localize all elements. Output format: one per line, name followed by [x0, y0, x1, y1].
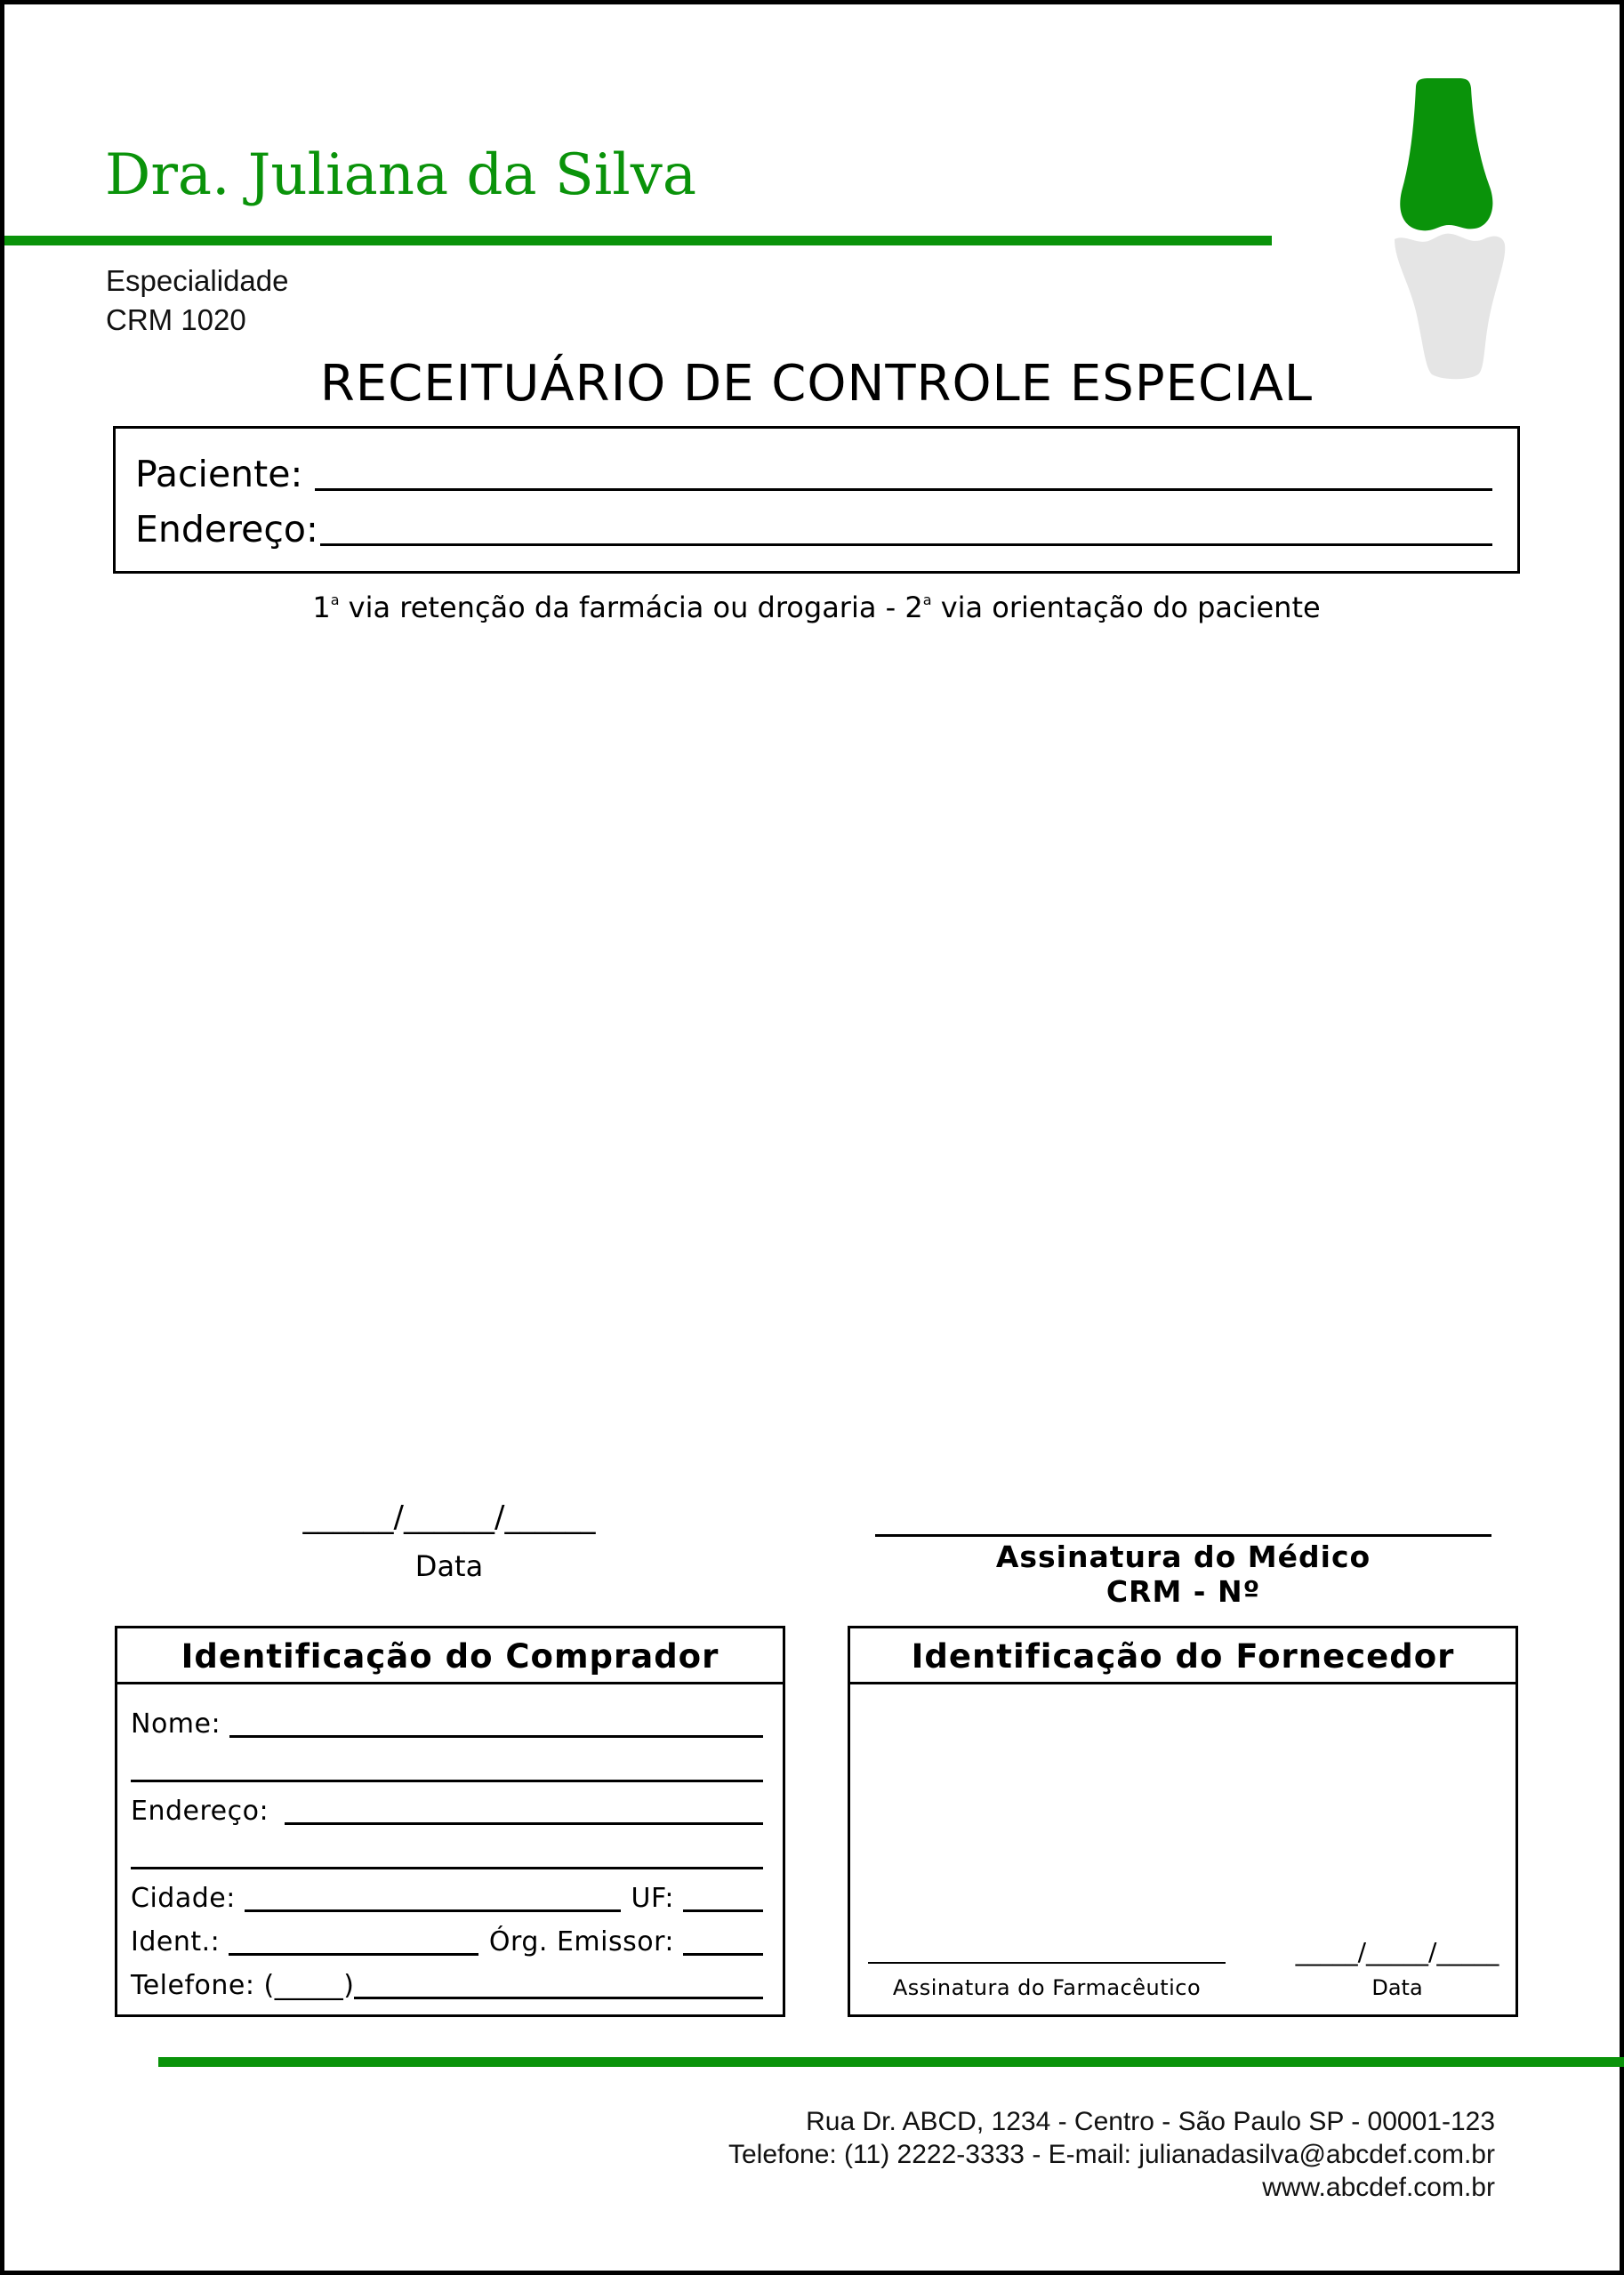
header-divider: [4, 236, 1272, 245]
buyer-city-row: [131, 1878, 763, 1914]
prescription-date-label: Data: [414, 1549, 484, 1583]
pharmacist-signature-line[interactable]: [868, 1962, 1226, 1964]
supplier-identification-box: [848, 1626, 1518, 2017]
copy-instructions: [4, 593, 1624, 622]
buyer-address-label: Endereço:: [131, 1796, 269, 1827]
footer-address: Rua Dr. ABCD, 1234 - Centro - São Paulo SP - 00001-123: [806, 2107, 1495, 2136]
doctor-specialty: Especialidade: [106, 264, 289, 297]
pharmacist-signature-label: Assinatura do Farmacêutico: [892, 1975, 1202, 2000]
footer-contact: Telefone: (11) 2222-3333 - E-mail: julianadasilva@abcdef.com.br: [728, 2140, 1495, 2169]
supplier-date-field[interactable]: _____/_____/_____: [1295, 1937, 1499, 1966]
tooth-crown-icon: [1400, 78, 1492, 230]
buyer-id-field[interactable]: [229, 1953, 478, 1956]
buyer-issuer-field[interactable]: [683, 1953, 763, 1956]
doctor-signature-label: Assinatura do Médico: [995, 1539, 1371, 1574]
doctor-signature-line[interactable]: [875, 1534, 1491, 1537]
second-copy-suffix: a: [922, 591, 932, 608]
patient-address-field[interactable]: [320, 543, 1492, 546]
supplier-box-title: Identificação do Fornecedor: [850, 1628, 1515, 1684]
footer-website: www.abcdef.com.br: [1262, 2173, 1495, 2202]
buyer-name-label: Nome:: [131, 1708, 221, 1740]
prescription-writing-area[interactable]: [113, 645, 1520, 1490]
first-copy-number: 1: [312, 591, 331, 624]
patient-address-row: [135, 502, 1492, 551]
tooth-logo-icon: [1386, 76, 1512, 382]
buyer-name-row-2: [131, 1748, 763, 1784]
patient-label: Paciente:: [135, 453, 303, 495]
second-copy-number: 2: [904, 591, 923, 624]
buyer-name-field-2[interactable]: [131, 1780, 763, 1782]
buyer-box-title: Identificação do Comprador: [117, 1628, 783, 1684]
patient-row: [135, 446, 1492, 496]
buyer-phone-field[interactable]: [354, 1997, 763, 1999]
footer-divider: [158, 2057, 1624, 2067]
buyer-uf-label: UF:: [631, 1883, 674, 1914]
second-copy-text: via orientação do paciente: [931, 591, 1321, 624]
doctor-crm: CRM 1020: [106, 303, 246, 336]
buyer-city-label: Cidade:: [131, 1883, 236, 1914]
patient-box: [113, 426, 1520, 574]
prescription-date-field[interactable]: ______/______/______: [302, 1499, 596, 1535]
buyer-issuer-label: Órg. Emissor:: [488, 1926, 674, 1957]
doctor-name: Dra. Juliana da Silva: [105, 142, 696, 208]
first-copy-text: via retenção da farmácia ou drogaria -: [339, 591, 905, 624]
buyer-phone-row: [131, 1966, 763, 2001]
buyer-id-row: [131, 1922, 763, 1957]
buyer-address-field-2[interactable]: [131, 1867, 763, 1869]
buyer-name-field[interactable]: [229, 1735, 763, 1738]
document-title: RECEITUÁRIO DE CONTROLE ESPECIAL: [319, 355, 1314, 413]
patient-address-label: Endereço:: [135, 508, 318, 551]
buyer-address-row: [131, 1791, 763, 1827]
buyer-city-field[interactable]: [245, 1909, 621, 1912]
doctor-crm-label: CRM - Nº: [1105, 1574, 1261, 1609]
patient-name-field[interactable]: [315, 488, 1492, 491]
buyer-phone-label: Telefone: (_____): [131, 1970, 355, 2001]
buyer-address-field[interactable]: [285, 1822, 763, 1825]
buyer-uf-field[interactable]: [683, 1909, 763, 1912]
buyer-id-label: Ident.:: [131, 1926, 221, 1957]
first-copy-suffix: a: [330, 591, 340, 608]
supplier-date-label: Data: [1371, 1975, 1423, 2000]
buyer-address-row-2: [131, 1836, 763, 1871]
buyer-identification-box: [115, 1626, 785, 2017]
buyer-name-row: [131, 1704, 763, 1740]
